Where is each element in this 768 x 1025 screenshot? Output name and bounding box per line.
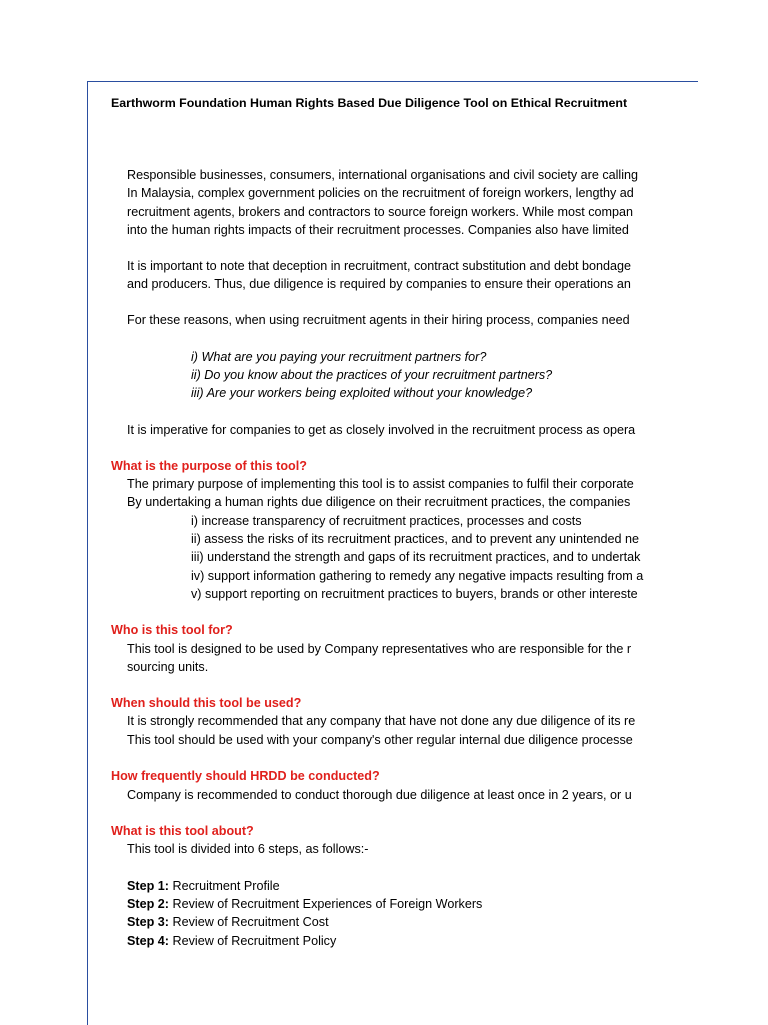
- document-title: Earthworm Foundation Human Rights Based Due Diligence Tool on Ethical Recruitment: [111, 96, 628, 110]
- intro-p2-line: and producers. Thus, due diligence is required by companies to ensure their operations an: [127, 277, 631, 291]
- purpose-item: iv) support information gathering to remedy any negative impacts resulting from a: [191, 569, 644, 583]
- question-item: i) What are you paying your recruitment partners for?: [191, 350, 487, 364]
- about-heading: What is this tool about?: [111, 824, 254, 838]
- purpose-item: ii) assess the risks of its recruitment practices, and to prevent any unintended ne: [191, 532, 640, 546]
- step-label: Step 2:: [127, 897, 169, 911]
- intro-p1-line: into the human rights impacts of their recruitment processes. Companies also have limited: [127, 223, 629, 237]
- question-item: ii) Do you know about the practices of your recruitment partners?: [191, 368, 553, 382]
- purpose-line: The primary purpose of implementing this tool is to assist companies to fulfil their corporate: [127, 477, 634, 491]
- question-item: iii) Are your workers being exploited without your knowledge?: [191, 386, 533, 400]
- purpose-heading: What is the purpose of this tool?: [111, 459, 307, 473]
- step-text: Review of Recruitment Policy: [169, 934, 337, 948]
- purpose-item: v) support reporting on recruitment practices to buyers, brands or other intereste: [191, 587, 638, 601]
- purpose-line: By undertaking a human rights due diligence on their recruitment practices, the companies: [127, 495, 631, 509]
- when-line: It is strongly recommended that any company that have not done any due diligence of its re: [127, 714, 636, 728]
- frequency-line: Company is recommended to conduct thorough due diligence at least once in 2 years, or u: [127, 788, 632, 802]
- step-label: Step 3:: [127, 915, 169, 929]
- step-item: [127, 877, 280, 895]
- intro-p1-line: Responsible businesses, consumers, international organisations and civil society are calling: [127, 168, 639, 182]
- when-heading: When should this tool be used?: [111, 696, 302, 710]
- purpose-item: iii) understand the strength and gaps of its recruitment practices, and to undertak: [191, 550, 641, 564]
- step-item: [127, 913, 329, 931]
- step-item: [127, 932, 336, 950]
- step-text: Review of Recruitment Experiences of Foreign Workers: [169, 897, 483, 911]
- step-label: Step 1:: [127, 879, 169, 893]
- who-line: sourcing units.: [127, 660, 209, 674]
- about-line: This tool is divided into 6 steps, as follows:-: [127, 842, 369, 856]
- intro-p3: For these reasons, when using recruitment agents in their hiring process, companies need: [127, 313, 630, 327]
- intro-p1-line: In Malaysia, complex government policies on the recruitment of foreign workers, lengthy ad: [127, 186, 634, 200]
- spreadsheet-page: [87, 81, 698, 1025]
- who-line: This tool is designed to be used by Company representatives who are responsible for the r: [127, 642, 632, 656]
- when-line: This tool should be used with your company's other regular internal due diligence processe: [127, 733, 633, 747]
- intro-p1-line: recruitment agents, brokers and contractors to source foreign workers. While most compan: [127, 205, 634, 219]
- step-label: Step 4:: [127, 934, 169, 948]
- frequency-heading: How frequently should HRDD be conducted?: [111, 769, 380, 783]
- purpose-item: i) increase transparency of recruitment practices, processes and costs: [191, 514, 582, 528]
- step-text: Review of Recruitment Cost: [169, 915, 329, 929]
- step-text: Recruitment Profile: [169, 879, 280, 893]
- intro-p2-line: It is important to note that deception in recruitment, contract substitution and debt bondage: [127, 259, 632, 273]
- intro-p4: It is imperative for companies to get as closely involved in the recruitment process as opera: [127, 423, 636, 437]
- who-heading: Who is this tool for?: [111, 623, 233, 637]
- step-item: [127, 895, 482, 913]
